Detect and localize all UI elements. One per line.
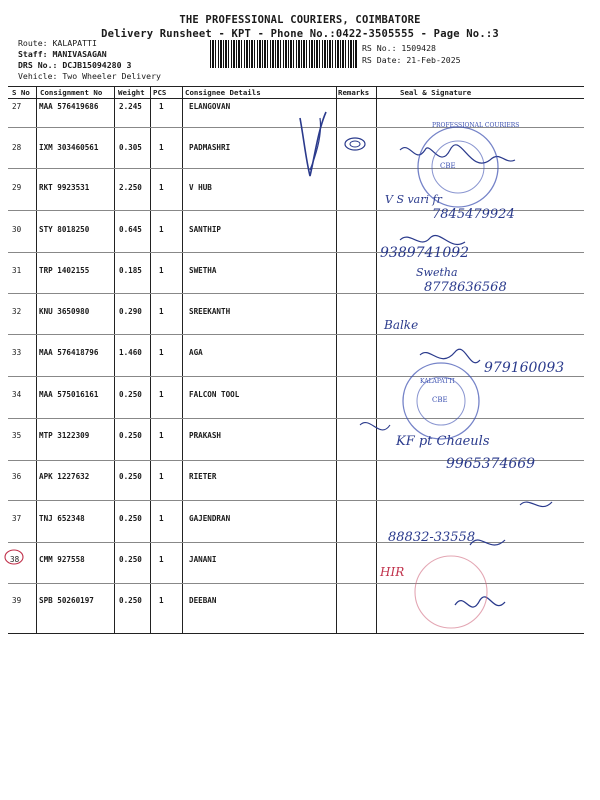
row-consignee: AGA (189, 348, 203, 357)
row-weight: 2.250 (119, 183, 142, 192)
row-pcs: 1 (159, 514, 164, 523)
row-sno: 39 (12, 596, 22, 605)
row-pcs: 1 (159, 183, 164, 192)
row-sno: 36 (12, 472, 22, 481)
row-sno: 30 (12, 225, 22, 234)
col-remarks: Remarks (338, 88, 370, 97)
seal-stamp-outline (415, 556, 487, 628)
row-consignment: TRP 1402155 (39, 266, 90, 275)
company-title: THE PROFESSIONAL COURIERS, COIMBATORE (179, 14, 421, 26)
col-consignee: Consignee Details (185, 88, 261, 97)
stamp-text: PROFESSIONAL COURIERS (432, 122, 520, 129)
row-consignment: APK 1227632 (39, 472, 90, 481)
row-consignment: RKT 9923531 (39, 183, 90, 192)
signature-stroke (455, 597, 505, 607)
row-consignment: IXM 303460561 (39, 143, 99, 152)
row-rule (8, 252, 584, 253)
row-weight: 0.250 (119, 390, 142, 399)
handwritten-sign: Balke (384, 318, 419, 332)
row-rule (8, 418, 584, 419)
rs-number: RS No.: 1509428 (362, 43, 436, 53)
row-consignment: SPB 50260197 (39, 596, 94, 605)
row-consignee: SWETHA (189, 266, 217, 275)
row-weight: 0.185 (119, 266, 142, 275)
handwritten-phone: 88832-33558 (388, 530, 476, 545)
row-sno: 38 (10, 555, 20, 564)
row-pcs: 1 (159, 266, 164, 275)
check-mark-stroke (300, 112, 326, 176)
row-consignee: GAJENDRAN (189, 514, 231, 523)
row-consignment: CMM 927558 (39, 555, 85, 564)
row-sno: 28 (12, 143, 22, 152)
row-weight: 0.290 (119, 307, 142, 316)
rs-info (362, 42, 461, 66)
handwritten-phone: 9965374669 (446, 456, 536, 472)
rs-date: RS Date: 21-Feb-2025 (362, 55, 461, 65)
col-consignment: Consignment No (40, 88, 103, 97)
row-rule (8, 500, 584, 501)
row-sno: 35 (12, 431, 22, 440)
stamp-code: CBE (440, 162, 456, 170)
row-weight: 0.250 (119, 431, 142, 440)
row-consignment: TNJ 652348 (39, 514, 85, 523)
row-sno: 31 (12, 266, 22, 275)
row-consignment: MAA 576418796 (39, 348, 99, 357)
drs-label: DRS No.: DCJB15094280 3 (18, 60, 132, 70)
row-sno: 33 (12, 348, 22, 357)
row-rule (8, 376, 584, 377)
row-sno: 34 (12, 390, 22, 399)
row-pcs: 1 (159, 348, 164, 357)
row-pcs: 1 (159, 596, 164, 605)
row-rule (8, 583, 584, 584)
col-sno: S No (12, 88, 30, 97)
check-mark-stroke (310, 118, 321, 170)
row-pcs: 1 (159, 431, 164, 440)
stamp-code: CBE (432, 396, 448, 404)
row-pcs: 1 (159, 225, 164, 234)
row-sno: 32 (12, 307, 22, 316)
row-rule (8, 334, 584, 335)
row-sno: 37 (12, 514, 22, 523)
row-consignee: ELANGOVAN (189, 102, 231, 111)
row-weight: 1.460 (119, 348, 142, 357)
row-weight: 0.250 (119, 514, 142, 523)
row-pcs: 1 (159, 555, 164, 564)
table-top-rule (8, 86, 584, 87)
route-label: Route: KALAPATTI (18, 38, 97, 48)
signature-stroke (400, 145, 515, 163)
col-pcs: PCS (153, 88, 167, 97)
row-pcs: 1 (159, 307, 164, 316)
handwritten-phone: 9389741092 (380, 245, 470, 261)
row-consignee: SANTHIP (189, 225, 222, 234)
stamp-text: KALAPATTI (420, 378, 455, 385)
row-weight: 2.245 (119, 102, 142, 111)
row-pcs: 1 (159, 143, 164, 152)
row-consignee: DEEBAN (189, 596, 217, 605)
row-weight: 0.250 (119, 555, 142, 564)
handwritten-phone: 7845479924 (432, 207, 515, 222)
table-bottom-rule (8, 633, 584, 634)
row-rule (8, 168, 584, 169)
signature-stroke (520, 502, 552, 507)
row-weight: 0.645 (119, 225, 142, 234)
row-consignee: PADMASHRI (189, 143, 231, 152)
col-seal: Seal & Signature (400, 88, 472, 97)
row-consignee: V HUB (189, 183, 212, 192)
row-consignee: RIETER (189, 472, 217, 481)
row-pcs: 1 (159, 390, 164, 399)
remarks-circle (350, 141, 360, 147)
row-consignment: MAA 576419686 (39, 102, 99, 111)
row-consignee: PRAKASH (189, 431, 222, 440)
row-consignee: FALCON TOOL (189, 390, 240, 399)
staff-label: Staff: MANIVASAGAN (18, 49, 107, 59)
handwritten-note: V S vari fr (385, 193, 442, 206)
signature-stroke (360, 423, 390, 430)
row-consignment: MTP 3122309 (39, 431, 90, 440)
row-pcs: 1 (159, 472, 164, 481)
col-weight: Weight (118, 88, 145, 97)
row-pcs: 1 (159, 102, 164, 111)
row-weight: 0.250 (119, 472, 142, 481)
row-sno: 29 (12, 183, 22, 192)
handwritten-note: HIR (380, 565, 405, 579)
handwritten-phone: 8778636568 (424, 280, 507, 295)
remarks-circle (345, 138, 365, 150)
row-weight: 0.250 (119, 596, 142, 605)
row-consignment: MAA 575016161 (39, 390, 99, 399)
row-weight: 0.305 (119, 143, 142, 152)
row-rule (8, 542, 584, 543)
runsheet-info (18, 38, 161, 82)
row-consignment: STY 8018250 (39, 225, 90, 234)
handwritten-name: Swetha (416, 266, 458, 279)
row-consignment: KNU 3650980 (39, 307, 90, 316)
row-consignee: SREEKANTH (189, 307, 231, 316)
runsheet-subtitle: Delivery Runsheet - KPT - Phone No.:0422-3505555 - Page No.:3 (101, 28, 499, 40)
signature-stroke (400, 236, 465, 245)
handwritten-phone: 979160093 (484, 360, 565, 376)
signature-stroke (420, 349, 480, 362)
vehicle-label: Vehicle: Two Wheeler Delivery (18, 71, 161, 81)
row-consignee: JANANI (189, 555, 217, 564)
handwritten-note: KF pt Chaeuls (396, 434, 490, 449)
row-sno: 27 (12, 102, 22, 111)
table-header-rule (8, 98, 584, 99)
barcode (210, 40, 358, 68)
